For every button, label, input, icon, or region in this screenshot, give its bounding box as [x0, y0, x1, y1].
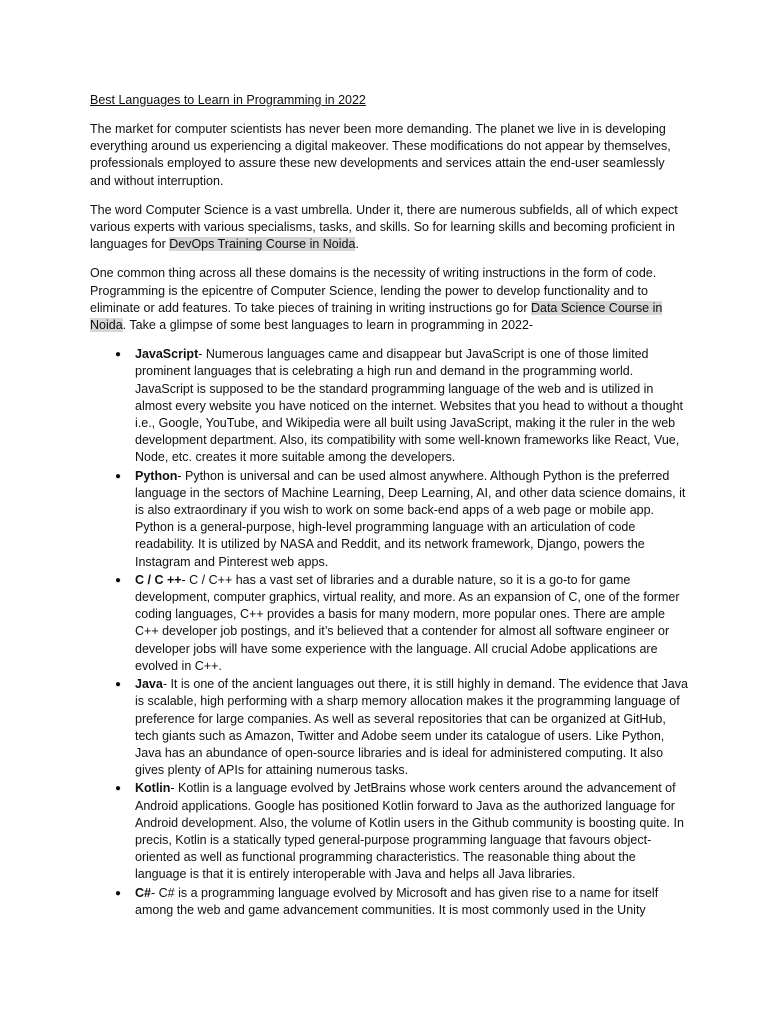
paragraph-text: The market for computer scientists has never been more demanding. The planet we live in is developing everything around us experiencing a digital makeover. These modifications do not appear by themselves, professionals employed to assure these new developments and services attain the end-user seamlessly and without interruption. — [90, 122, 671, 188]
list-item-c-cpp — [90, 572, 688, 675]
language-description: - It is one of the ancient languages out there, it is still highly in demand. The evidence that Java is scalable, high performing with a sharp memory allocation makes it the programming language of preference for large companies. As well as several repositories that can be organized at GitHub, tech giants such as Amazon, Twitter and Adobe seem under its catalogue of users. Like Python, Java has an abundance of open-source libraries and is ideal for administered computing. It also gives plenty of APIs for attaining numerous tasks. — [135, 677, 688, 778]
language-term: C / C ++ — [135, 572, 182, 587]
language-term: Python — [135, 468, 178, 483]
language-term: Java — [135, 677, 163, 692]
bullet-icon: ● — [115, 574, 122, 586]
language-term: JavaScript — [135, 347, 199, 362]
intro-paragraph-1 — [90, 121, 688, 190]
language-description: - Numerous languages came and disappear but JavaScript is one of those limited prominent languages that is celebrating a high run and demand in the programming world. JavaScript is supposed to be the standard programming language of the web and is utilized in almost every website you have noticed on the internet. Websites that you head to without a thought i.e., Google, YouTube, and Wikipedia were all built using JavaScript, making it the ruler in the web development department. Also, its compatibility with some well-known frameworks like React, Vue, Node, etc. creates it more suitable among the developers. — [135, 347, 684, 465]
language-term: C# — [135, 885, 151, 900]
list-item-csharp — [90, 885, 688, 919]
bullet-icon: ● — [115, 783, 122, 795]
paragraph-text: One common thing across all these domains is the necessity of writing instructions in the form of code. Programming is the epicentre of Computer Science, lending the power to develop functionality and to eliminate or add features. To take pieces of training in writing instructions go for — [90, 266, 657, 315]
paragraph-text-end: . — [355, 237, 359, 252]
paragraph-text-end: . Take a glimpse of some best languages to learn in programming in 2022- — [122, 318, 534, 333]
intro-paragraph-2 — [90, 202, 688, 254]
list-item-kotlin — [90, 780, 688, 883]
language-description: - Python is universal and can be used almost anywhere. Although Python is the preferred language in the sectors of Machine Learning, Deep Learning, AI, and other data science domains, it is also extraordinary if you wish to work on some back-end apps of a web page or mobile app. Python is a general-purpose, high-level programming language with an articulation of code readability. It is utilized by NASA and Reddit, and its network framework, Django, powers the Instagram and Pinterest web apps. — [135, 468, 686, 569]
language-term: Kotlin — [135, 781, 171, 796]
list-item-java — [90, 676, 688, 779]
bullet-icon: ● — [115, 679, 122, 691]
list-item-javascript — [90, 346, 688, 466]
document-title: Best Languages to Learn in Programming in 2022 — [90, 93, 366, 107]
language-description: - C# is a programming language evolved by Microsoft and has given rise to a name for itself among the web and game advancement communities. It is most commonly used in the Unity — [135, 885, 659, 917]
language-list — [90, 346, 688, 919]
list-item-python — [90, 468, 688, 571]
language-description: - Kotlin is a language evolved by JetBrains whose work centers around the advancement of Android applications. Google has positioned Kotlin forward to Java as the authorized language for Android development. Also, the volume of Kotlin users in the Github community is boosting quite. In precis, Kotlin is a statically typed general-purpose programming language that favours object-oriented as well as functional programming characteristics. The reasonable thing about the language is that it is entirely interoperable with Java and helps all Java libraries. — [135, 781, 684, 882]
language-description: - C / C++ has a vast set of libraries and a durable nature, so it is a go-to for game development, computer graphics, virtual reality, and more. As an expansion of C, one of the former coding languages, C++ provides a basis for many modern, more popular ones. There are ample C++ developer job postings, and it’s believed that a contender for almost all software engineer or developer jobs will have some experience with the language. All crucial Adobe applications are evolved in C++. — [135, 572, 680, 673]
bullet-icon: ● — [115, 887, 122, 899]
bullet-icon: ● — [115, 470, 122, 482]
bullet-icon: ● — [115, 349, 122, 361]
devops-course-link[interactable]: DevOps Training Course in Noida — [169, 237, 356, 252]
paragraph-text: The word Computer Science is a vast umbrella. Under it, there are numerous subfields, all of which expect various experts with various specialisms, tasks, and skills. So for learning skills and becoming proficient in languages for — [90, 202, 678, 252]
data-science-course-link[interactable]: Data Science Course in Noida — [90, 300, 663, 333]
intro-paragraph-3 — [90, 265, 688, 334]
